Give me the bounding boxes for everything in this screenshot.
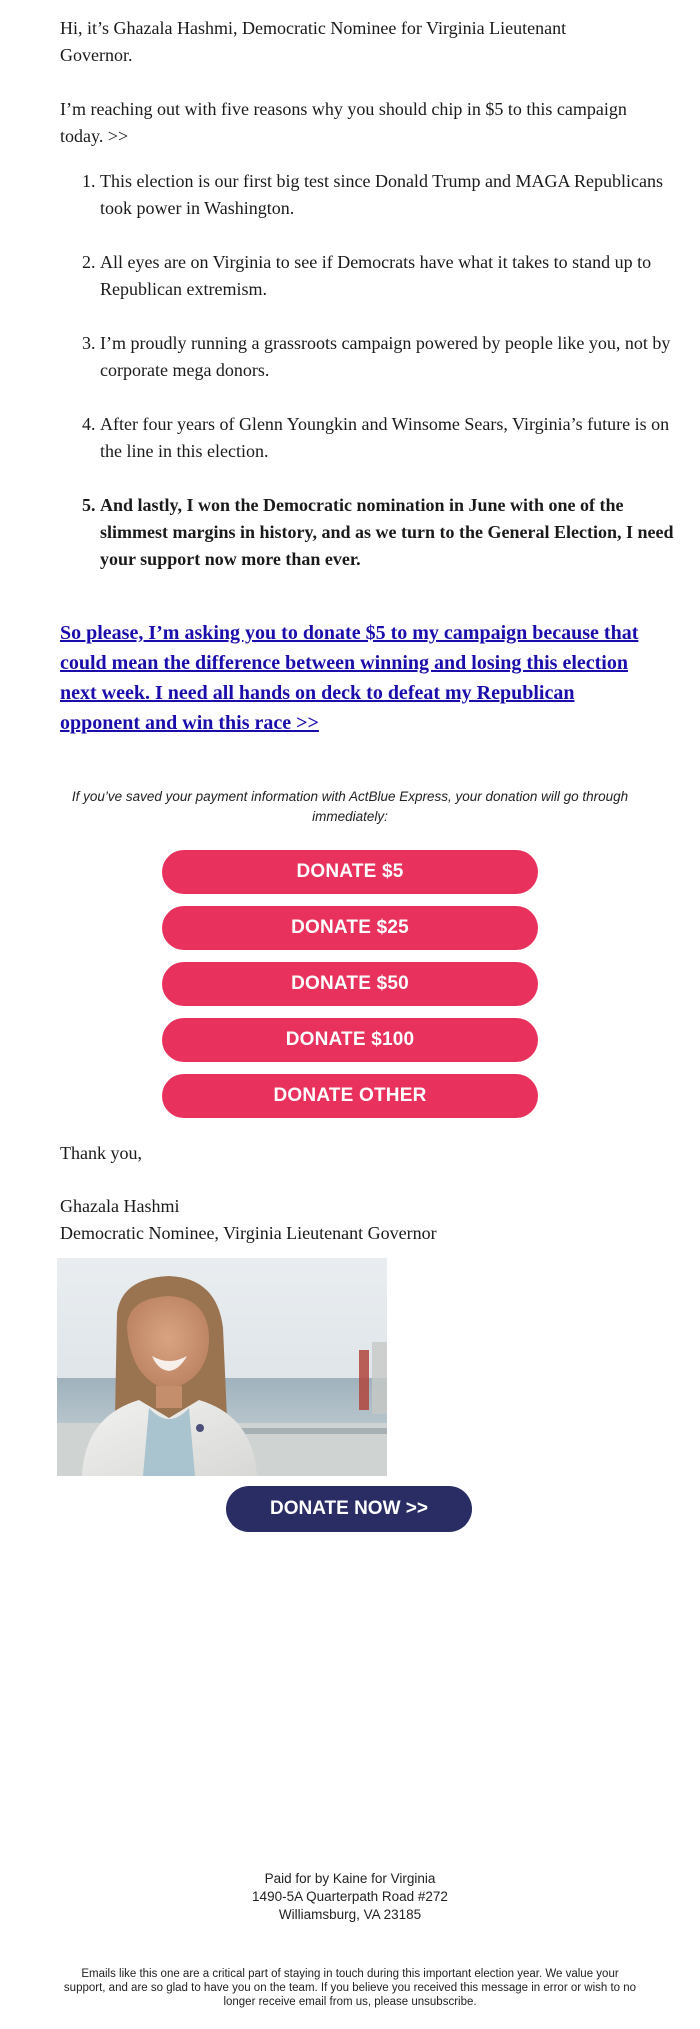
signature-title: Democratic Nominee, Virginia Lieutenant Governor	[60, 1223, 437, 1243]
reason-item-2: 2. All eyes are on Virginia to see if Democrats have what it takes to stand up to Republican extremism.	[100, 249, 680, 303]
donate-now-button[interactable]: DONATE NOW >>	[226, 1486, 472, 1532]
reason-item-4: 4. After four years of Glenn Youngkin and Winsome Sears, Virginia’s future is on the line in this election.	[100, 411, 680, 465]
candidate-photo	[57, 1258, 387, 1476]
footer-text: Emails like this one are a critical part of staying in touch during this important election year. We value your support, and are so glad to have you on the team. If you believe you received this message in error or wish to no longer receive email from us, please unsubscribe.	[63, 1968, 637, 2008]
actblue-express-note: If you’ve saved your payment information with ActBlue Express, your donation will go through immediately:	[71, 789, 629, 824]
donate-25-button[interactable]: DONATE $25	[162, 906, 538, 950]
reason-item-3: 3. I’m proudly running a grassroots campaign powered by people like you, not by corporate mega donors.	[100, 330, 680, 384]
paid-for-disclaimer	[60, 1870, 640, 1924]
donate-button-group	[162, 850, 538, 1130]
donate-5-button[interactable]: DONATE $5	[162, 850, 538, 894]
donate-50-button[interactable]: DONATE $50	[162, 962, 538, 1006]
reasons-list	[60, 168, 680, 573]
donate-other-button[interactable]: DONATE OTHER	[162, 1074, 538, 1118]
reason-item-5: 5. And lastly, I won the Democratic nomination in June with one of the slimmest margins in history, and as we turn to the General Election, I need your support now more than ever.	[100, 492, 680, 573]
signature-name: Ghazala Hashmi	[60, 1196, 180, 1216]
thanks-text: Thank you,	[60, 1143, 142, 1163]
city-line: Williamsburg, VA 23185	[278, 1907, 422, 1922]
donate-ask-link[interactable]: So please, I’m asking you to donate $5 to my campaign because that could mean the difference between winning and losing this election next week. I need all hands on deck to defeat my Republican opponent and win this race >>	[60, 622, 639, 734]
greeting-text: Hi, it’s Ghazala Hashmi, Democratic Nominee for Virginia Lieutenant Governor.	[60, 18, 567, 65]
donate-100-button[interactable]: DONATE $100	[162, 1018, 538, 1062]
address-line: 1490-5A Quarterpath Road #272	[252, 1889, 448, 1904]
intro-text: I’m reaching out with five reasons why you should chip in $5 to this campaign today. >>	[60, 99, 627, 146]
paid-for-line: Paid for by Kaine for Virginia	[264, 1871, 436, 1886]
reason-item-1: 1. This election is our first big test since Donald Trump and MAGA Republicans took power in Washington.	[100, 168, 680, 222]
